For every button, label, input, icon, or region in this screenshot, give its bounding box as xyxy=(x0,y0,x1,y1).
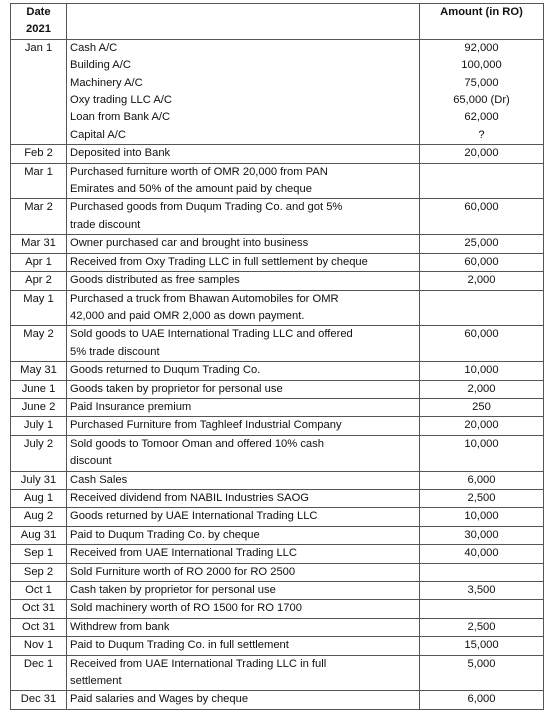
row-description xyxy=(67,362,420,380)
table-row xyxy=(11,563,544,581)
row-amount xyxy=(420,435,544,471)
table-row xyxy=(11,545,544,563)
row-amount xyxy=(420,655,544,691)
description-line: Goods taken by proprietor for personal use xyxy=(70,382,283,395)
description-line: Received from Oxy Trading LLC in full settlement by cheque xyxy=(70,255,368,268)
description-line: Owner purchased car and brought into business xyxy=(70,237,309,250)
date-column-header xyxy=(11,4,67,40)
row-amount xyxy=(420,398,544,416)
row-description xyxy=(67,508,420,526)
amount-value: 10,000 xyxy=(464,510,499,523)
amount-value: 40,000 xyxy=(464,547,499,560)
table-row xyxy=(11,600,544,618)
description-line: Paid to Duqum Trading Co. in full settlement xyxy=(70,639,289,652)
table-row xyxy=(11,326,544,362)
row-description xyxy=(67,545,420,563)
table-row xyxy=(11,417,544,435)
row-description xyxy=(67,691,420,709)
description-line: Building A/C xyxy=(70,59,131,72)
row-date: Dec 1 xyxy=(11,655,67,691)
row-amount xyxy=(420,417,544,435)
amount-value: 62,000 xyxy=(464,111,499,124)
amount-value: 92,000 xyxy=(464,41,499,54)
table-row xyxy=(11,145,544,163)
table-row xyxy=(11,290,544,326)
row-amount xyxy=(420,362,544,380)
row-date: Oct 31 xyxy=(11,600,67,618)
description-line: Goods distributed as free samples xyxy=(70,274,240,287)
description-line: Loan from Bank A/C xyxy=(70,111,171,124)
row-date: July 2 xyxy=(11,435,67,471)
description-line: Purchased furniture worth of OMR 20,000 from PAN xyxy=(70,165,328,178)
transactions-body xyxy=(11,39,544,709)
description-line: Purchased a truck from Bhawan Automobiles for OMR xyxy=(70,292,339,305)
row-description xyxy=(67,39,420,144)
description-line: Paid salaries and Wages by cheque xyxy=(70,693,249,706)
description-line: Sold goods to Tomoor Oman and offered 10% cash xyxy=(70,437,324,450)
row-amount xyxy=(420,199,544,235)
row-amount xyxy=(420,618,544,636)
table-row xyxy=(11,380,544,398)
amount-value: 100,000 xyxy=(461,59,502,72)
row-description xyxy=(67,326,420,362)
amount-value: 2,500 xyxy=(467,620,496,633)
amount-value: 60,000 xyxy=(464,255,499,268)
table-row xyxy=(11,508,544,526)
row-date: Apr 1 xyxy=(11,253,67,271)
table-row xyxy=(11,489,544,507)
description-line: Cash Sales xyxy=(70,473,128,486)
amount-value: 10,000 xyxy=(464,364,499,377)
row-date: May 31 xyxy=(11,362,67,380)
amount-column-header: Amount (in RO) xyxy=(420,4,544,40)
row-date: Mar 2 xyxy=(11,199,67,235)
amount-value: 10,000 xyxy=(464,437,499,450)
row-amount xyxy=(420,471,544,489)
description-line: trade discount xyxy=(70,218,141,231)
description-line: 42,000 and paid OMR 2,000 as down payment. xyxy=(70,309,305,322)
row-description xyxy=(67,637,420,655)
row-description xyxy=(67,272,420,290)
year-header-label: 2021 xyxy=(26,23,51,36)
table-row xyxy=(11,435,544,471)
row-amount xyxy=(420,380,544,398)
description-line: Withdrew from bank xyxy=(70,620,170,633)
row-amount xyxy=(420,39,544,144)
amount-value: 6,000 xyxy=(467,693,496,706)
row-amount xyxy=(420,637,544,655)
table-row xyxy=(11,272,544,290)
row-date: Oct 31 xyxy=(11,618,67,636)
row-date: June 2 xyxy=(11,398,67,416)
row-date: Sep 1 xyxy=(11,545,67,563)
table-row xyxy=(11,235,544,253)
row-date: July 31 xyxy=(11,471,67,489)
description-line: Purchased goods from Duqum Trading Co. and got 5% xyxy=(70,201,343,214)
row-amount xyxy=(420,563,544,581)
row-date: Oct 1 xyxy=(11,582,67,600)
row-description xyxy=(67,235,420,253)
row-description xyxy=(67,398,420,416)
description-column-header xyxy=(67,4,420,40)
row-date: May 1 xyxy=(11,290,67,326)
description-line: 5% trade discount xyxy=(70,345,160,358)
table-row xyxy=(11,163,544,199)
description-line: Received dividend from NABIL Industries SAOG xyxy=(70,491,309,504)
description-line: Goods returned to Duqum Trading Co. xyxy=(70,364,261,377)
row-date: May 2 xyxy=(11,326,67,362)
amount-value: 75,000 xyxy=(464,76,499,89)
description-line: Emirates and 50% of the amount paid by cheque xyxy=(70,183,312,196)
description-line: Capital A/C xyxy=(70,128,126,141)
row-amount xyxy=(420,253,544,271)
description-line: discount xyxy=(70,455,112,468)
table-row xyxy=(11,253,544,271)
description-line: Paid Insurance premium xyxy=(70,400,192,413)
table-row xyxy=(11,526,544,544)
row-amount xyxy=(420,600,544,618)
description-line: Deposited into Bank xyxy=(70,147,171,160)
description-line: Sold machinery worth of RO 1500 for RO 1700 xyxy=(70,602,302,615)
amount-value: 20,000 xyxy=(464,419,499,432)
row-date: Aug 31 xyxy=(11,526,67,544)
amount-value: 2,500 xyxy=(467,491,496,504)
row-date: Aug 1 xyxy=(11,489,67,507)
row-amount xyxy=(420,235,544,253)
description-line: Paid to Duqum Trading Co. by cheque xyxy=(70,528,260,541)
row-description xyxy=(67,563,420,581)
row-amount xyxy=(420,508,544,526)
amount-value: 2,000 xyxy=(467,382,496,395)
amount-value: 65,000 (Dr) xyxy=(453,94,510,107)
description-line: Received from UAE International Trading LLC xyxy=(70,547,297,560)
row-date: Mar 1 xyxy=(11,163,67,199)
amount-value: 60,000 xyxy=(464,201,499,214)
header-row xyxy=(11,4,544,40)
row-amount xyxy=(420,526,544,544)
description-line: settlement xyxy=(70,675,122,688)
row-amount xyxy=(420,145,544,163)
amount-value: 20,000 xyxy=(464,147,499,160)
amount-value: 25,000 xyxy=(464,237,499,250)
date-header-label: Date xyxy=(26,6,51,18)
row-amount xyxy=(420,272,544,290)
amount-value: 60,000 xyxy=(464,328,499,341)
table-row xyxy=(11,655,544,691)
row-date: June 1 xyxy=(11,380,67,398)
transactions-sheet xyxy=(10,3,543,710)
row-amount xyxy=(420,545,544,563)
table-row xyxy=(11,39,544,144)
row-description xyxy=(67,145,420,163)
row-description xyxy=(67,600,420,618)
row-date: Apr 2 xyxy=(11,272,67,290)
description-line: Sold goods to UAE International Trading LLC and offered xyxy=(70,328,353,341)
row-date: Dec 31 xyxy=(11,691,67,709)
description-line: Purchased Furniture from Taghleef Industrial Company xyxy=(70,419,342,432)
amount-value: ? xyxy=(478,128,485,141)
table-row xyxy=(11,618,544,636)
row-description xyxy=(67,163,420,199)
description-line: Cash taken by proprietor for personal use xyxy=(70,584,276,596)
description-line: Oxy trading LLC A/C xyxy=(70,94,172,107)
row-description xyxy=(67,435,420,471)
row-date: Jan 1 xyxy=(11,39,67,144)
row-date: Feb 2 xyxy=(11,145,67,163)
description-line: Sold Furniture worth of RO 2000 for RO 2500 xyxy=(70,565,296,578)
table-row xyxy=(11,362,544,380)
row-description xyxy=(67,253,420,271)
row-date: Mar 31 xyxy=(11,235,67,253)
row-amount xyxy=(420,582,544,600)
row-description xyxy=(67,417,420,435)
row-amount xyxy=(420,691,544,709)
amount-value: 3,500 xyxy=(467,584,496,596)
amount-value: 6,000 xyxy=(467,473,496,486)
row-amount xyxy=(420,290,544,326)
amount-value: 250 xyxy=(472,400,491,413)
amount-value: 30,000 xyxy=(464,528,499,541)
table-row xyxy=(11,582,544,600)
row-description xyxy=(67,526,420,544)
description-line: Received from UAE International Trading LLC in full xyxy=(70,657,327,670)
row-description xyxy=(67,199,420,235)
row-date: July 1 xyxy=(11,417,67,435)
table-row xyxy=(11,199,544,235)
description-line: Cash A/C xyxy=(70,41,118,54)
row-description xyxy=(67,582,420,600)
row-amount xyxy=(420,489,544,507)
row-date: Aug 2 xyxy=(11,508,67,526)
row-date: Nov 1 xyxy=(11,637,67,655)
amount-value: 2,000 xyxy=(467,274,496,287)
row-description xyxy=(67,655,420,691)
description-line: Machinery A/C xyxy=(70,76,143,89)
row-date: Sep 2 xyxy=(11,563,67,581)
row-amount xyxy=(420,163,544,199)
row-description xyxy=(67,380,420,398)
row-description xyxy=(67,471,420,489)
row-description xyxy=(67,489,420,507)
row-description xyxy=(67,618,420,636)
row-description xyxy=(67,290,420,326)
amount-value: 15,000 xyxy=(464,639,499,652)
row-amount xyxy=(420,326,544,362)
transactions-table xyxy=(10,3,544,710)
table-row xyxy=(11,398,544,416)
description-line: Goods returned by UAE International Trading LLC xyxy=(70,510,318,523)
table-row xyxy=(11,637,544,655)
amount-value: 5,000 xyxy=(467,657,496,670)
table-row xyxy=(11,471,544,489)
table-row xyxy=(11,691,544,709)
